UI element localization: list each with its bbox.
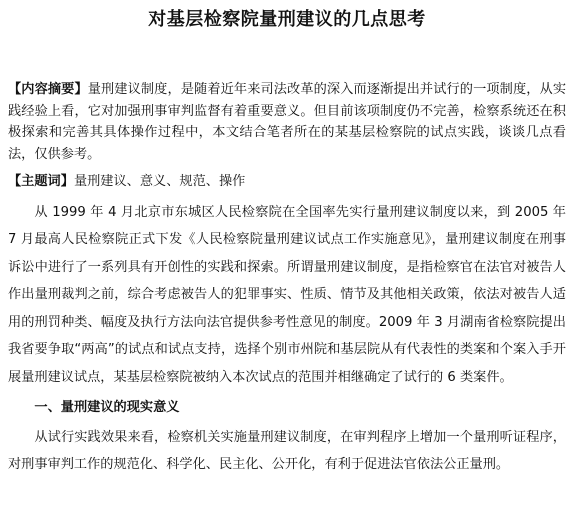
intro-paragraph: 从 1999 年 4 月北京市东城区人民检察院在全国率先实行量刑建议制度以来，到 2005 年 7 月最高人民检察院正式下发《人民检察院量刑建议试点工作实施意见》，量刑建议制度在刑事诉讼中进行了一系列具有开创性的实践和探索。所谓量刑建议制度，是指检察官在法官对被告人作出量刑裁判之前，综合考虑被告人的犯罪事实、性质、情节及其他相关政策，依法对被告人适用的刑罚种类、幅度及执行方法向法官提供参考性意见的制度。2009 年 3 月湖南省检察院提出我省要争取“两高”的试点和试点支持，选择个别市州院和基层院从有代表性的类案和个案入手开展量刑建议试点，某基层检察院被纳入本次试点的范围并相继确定了试行的 6 类案件。	[8, 204, 566, 385]
section-paragraph: 从试行实践效果来看，检察机关实施量刑建议制度，在审判程序上增加一个量刑听证程序，对刑事审判工作的规范化、科学化、民主化、公开化，有利于促进法官依法公正量刑。	[8, 429, 566, 472]
abstract-text: 量刑建议制度，是随着近年来司法改革的深入而逐渐提出并试行的一项制度，从实践经验上看，它对加强刑事审判监督有着重要意义。但目前该项制度仍不完善，检察系统还在积极探索和完善其具体操作过程中，本文结合笔者所在的某基层检察院的试点实践，谈谈几点看法，仅供参考。	[8, 82, 567, 162]
keywords-label: 【主题词】	[8, 174, 74, 189]
abstract-paragraph	[8, 79, 566, 165]
keywords-paragraph	[8, 171, 566, 193]
keywords-text: 量刑建议、意义、规范、操作	[73, 174, 246, 189]
section-heading: 一、量刑建议的现实意义	[34, 400, 180, 415]
abstract-label: 【内容摘要】	[8, 82, 88, 97]
page-title: 对基层检察院量刑建议的几点思考	[148, 9, 426, 30]
